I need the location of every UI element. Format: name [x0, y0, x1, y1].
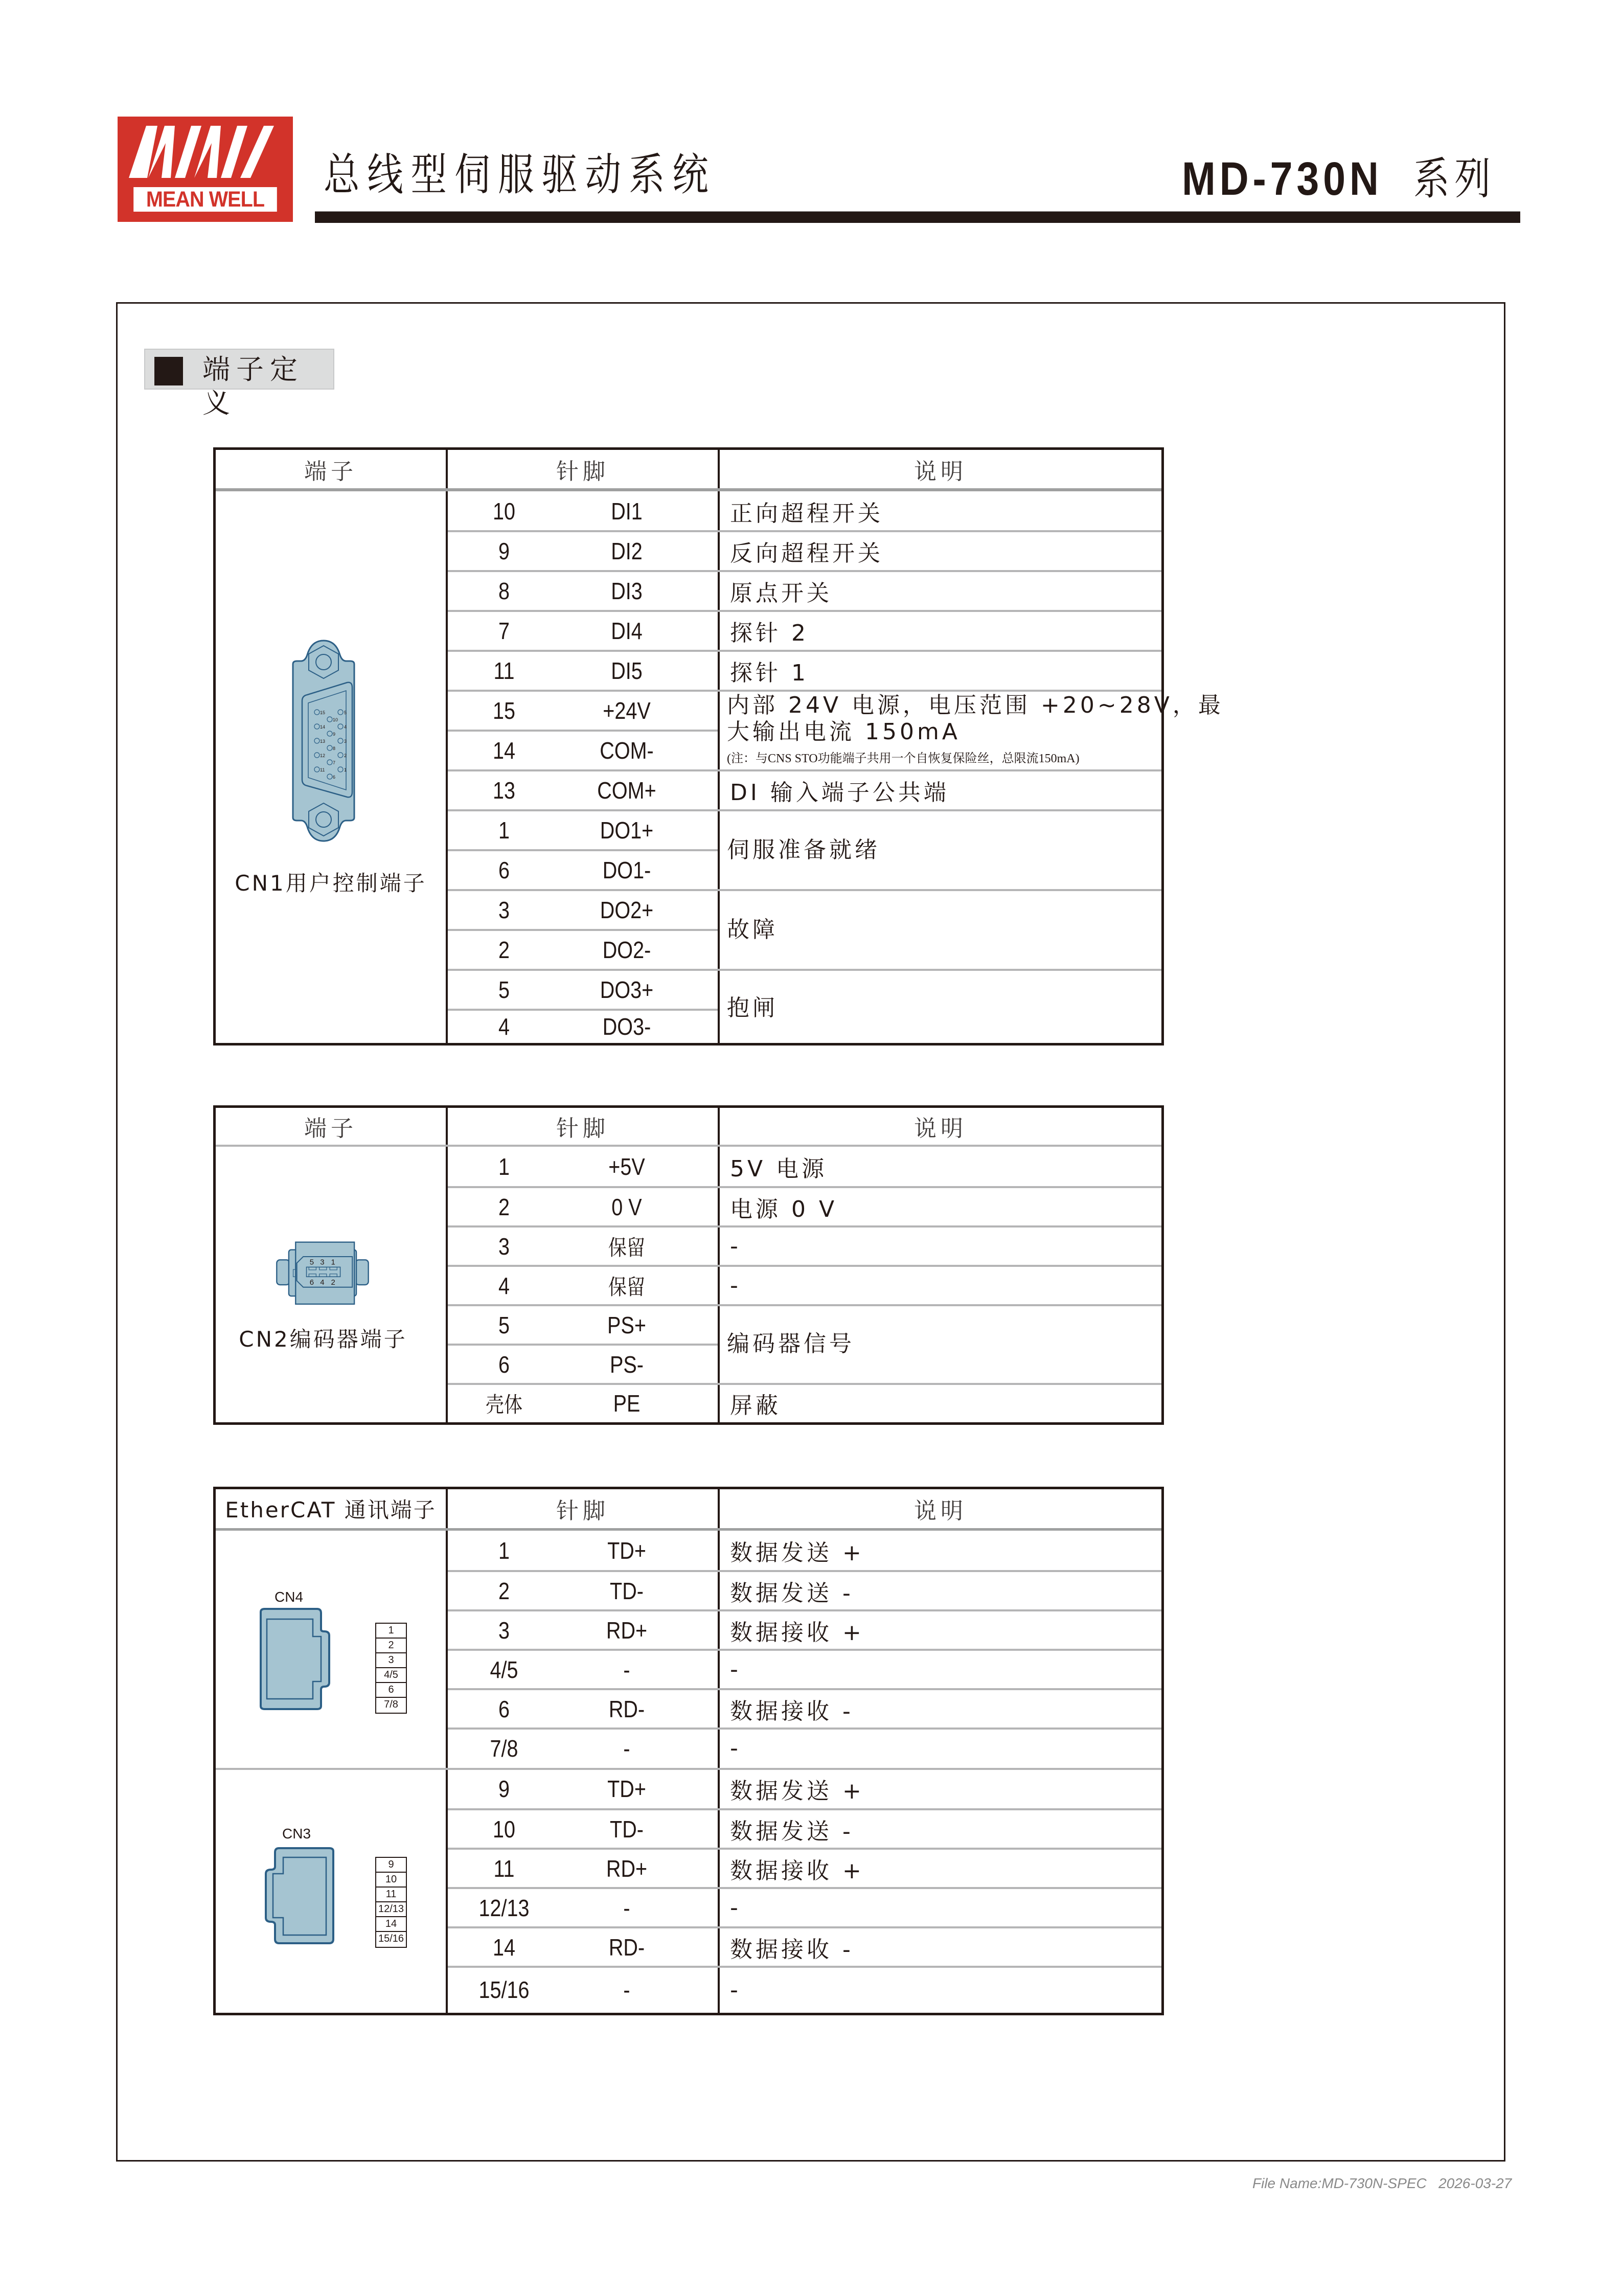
pin-signal: DO2+: [600, 897, 654, 923]
pin-signal: RD+: [606, 1855, 648, 1882]
svg-text:7: 7: [333, 760, 336, 765]
table-row: [448, 1010, 718, 1043]
pin-number: 15: [492, 697, 515, 724]
header-description: 说明: [914, 1116, 967, 1142]
pin-signal: DO2-: [602, 937, 651, 963]
pin-number: 1: [498, 1537, 510, 1564]
power-description-note: (注：与CNS STO功能端子共用一个自恢复保险丝，总限流150mA): [727, 752, 1080, 765]
db15-connector-icon: [288, 639, 359, 843]
pin-map-cell: 4/5: [376, 1668, 406, 1683]
svg-text:5: 5: [344, 710, 347, 715]
pin-signal: TD+: [607, 1537, 646, 1564]
section-bullet-icon: [154, 357, 183, 385]
pin-number: 2: [498, 1193, 510, 1220]
table-row: [448, 1729, 1161, 1768]
encoder-6pin-connector-icon: [268, 1227, 388, 1309]
header-pin: 针脚: [556, 1498, 609, 1524]
pin-signal: -: [623, 1735, 630, 1762]
table-row: [448, 531, 1161, 571]
file-info-footer: [1252, 2175, 1512, 2192]
pin-number: 3: [498, 897, 510, 923]
table-row: [448, 1187, 1161, 1226]
pin-map-cell: 15/16: [378, 1933, 404, 1944]
pin-number: 2: [498, 937, 510, 963]
svg-text:12: 12: [320, 753, 326, 758]
pin-signal: -: [623, 1656, 630, 1683]
section-divider: [216, 1768, 448, 1770]
table-row: [448, 970, 718, 1010]
pin-signal: +5V: [608, 1153, 645, 1180]
pin-map-cell: 6: [376, 1683, 406, 1698]
document-title: 总线型伺服驱动系统: [324, 149, 716, 200]
pin-number: 6: [498, 1351, 510, 1378]
table-row: [448, 1266, 1161, 1305]
pin-description: 数据接收 +: [730, 1619, 864, 1646]
pin-description: -: [730, 1656, 741, 1683]
svg-text:13: 13: [320, 739, 326, 744]
svg-text:4: 4: [320, 1278, 325, 1287]
pin-number: 4/5: [490, 1656, 518, 1683]
table-row: [448, 1226, 1161, 1266]
header-terminal: 端子: [304, 458, 357, 485]
do2-description: 故障: [727, 917, 778, 943]
model-name: MD-730N: [1182, 153, 1383, 205]
table-row: [448, 1967, 1161, 2013]
svg-text:6: 6: [333, 775, 336, 780]
pin-number: 1: [498, 1153, 510, 1180]
svg-text:11: 11: [320, 767, 325, 772]
pin-number: 10: [492, 1815, 515, 1843]
table-row: [448, 1384, 1161, 1422]
pin-signal: COM+: [597, 777, 656, 804]
pin-description: -: [730, 1735, 741, 1761]
pin-number: 2: [498, 1577, 510, 1604]
pin-signal: PE: [613, 1390, 641, 1417]
ethercat-terminal-table: [213, 1487, 1164, 2015]
pin-signal: 保留: [608, 1274, 646, 1300]
pin-description: -: [730, 1233, 741, 1259]
pin-description: -: [730, 1895, 741, 1921]
header-description: 说明: [914, 458, 967, 485]
cn4-pin-map: [375, 1623, 407, 1714]
pin-description: 正向超程开关: [730, 501, 883, 527]
table-row: [448, 731, 718, 770]
cn4-label: CN4: [275, 1589, 304, 1605]
pin-description: 数据发送 +: [730, 1778, 864, 1804]
svg-text:10: 10: [333, 717, 338, 722]
pin-map-cell: 9: [376, 1858, 406, 1873]
table-row: [448, 571, 1161, 611]
pin-number: 5: [498, 1311, 510, 1338]
pin-map-cell: 7/8: [384, 1699, 398, 1710]
table-row: [448, 810, 718, 850]
cn3-pin-map: [375, 1857, 407, 1948]
pin-signal: RD-: [608, 1934, 645, 1961]
pin-number: 11: [493, 657, 515, 684]
svg-text:5: 5: [309, 1258, 314, 1267]
table-row: [448, 890, 718, 930]
svg-text:6: 6: [309, 1278, 314, 1287]
table-row: [448, 491, 1161, 531]
header-terminal: EtherCAT 通讯端子: [225, 1497, 437, 1522]
pin-description: 电源 0 V: [730, 1196, 838, 1222]
pin-description: 数据接收 -: [730, 1698, 854, 1724]
pin-signal: -: [623, 1894, 630, 1921]
pin-number: 3: [498, 1617, 510, 1644]
pin-map-cell: 2: [376, 1639, 406, 1653]
pin-signal: 保留: [608, 1235, 646, 1260]
svg-text:3: 3: [320, 1258, 325, 1267]
cn3-label: CN3: [282, 1826, 311, 1842]
table-row: [448, 1610, 1161, 1650]
pin-number: 壳体: [485, 1392, 523, 1417]
table-row: [448, 1888, 1161, 1927]
pin-signal: COM-: [600, 737, 654, 764]
pin-signal: DO3+: [600, 976, 654, 1003]
table-row: [448, 1849, 1161, 1888]
file-date: 2026-03-27: [1438, 2175, 1512, 2191]
svg-text:2: 2: [344, 753, 347, 758]
pin-description: -: [730, 1272, 741, 1299]
svg-text:15: 15: [320, 710, 326, 715]
pin-number: 14: [492, 1934, 515, 1961]
pin-signal: DO1-: [602, 857, 651, 883]
pin-description: 数据发送 +: [730, 1539, 864, 1566]
mw-logo-icon: [118, 121, 293, 182]
pin-number: 13: [492, 777, 515, 804]
cn2-terminal-table: [213, 1105, 1164, 1425]
pin-number: 7: [498, 618, 510, 644]
pin-number: 9: [498, 538, 510, 564]
file-name: File Name:MD-730N-SPEC: [1252, 2175, 1427, 2191]
pin-map-cell: 3: [376, 1653, 406, 1668]
pin-number: 1: [498, 817, 510, 844]
svg-text:14: 14: [320, 724, 326, 730]
rj45-connector-icon: [262, 1847, 338, 1944]
pin-number: 9: [498, 1775, 510, 1802]
header-description: 说明: [914, 1498, 967, 1524]
svg-text:9: 9: [333, 732, 336, 737]
table-row: [448, 850, 718, 890]
pin-signal: DI2: [611, 538, 643, 564]
table-row: [448, 1345, 718, 1384]
pin-description: DI 输入端子公共端: [730, 780, 949, 806]
pin-signal: RD-: [608, 1695, 645, 1722]
cn1-terminal-table: [213, 447, 1224, 1045]
do1-description: 伺服准备就绪: [727, 837, 880, 863]
pin-description: 数据发送 -: [730, 1818, 854, 1845]
svg-text:2: 2: [331, 1278, 335, 1287]
pin-map-cell: 12/13: [376, 1902, 406, 1917]
pin-number: 5: [498, 976, 510, 1003]
pin-number: 4: [498, 1272, 510, 1299]
mean-well-logo: [118, 117, 293, 222]
pin-number: 8: [498, 578, 510, 604]
table-row: [448, 1305, 718, 1345]
cn2-label: CN2编码器端子: [239, 1327, 407, 1352]
pin-description: 数据接收 -: [730, 1936, 854, 1963]
series-suffix: 系列: [1413, 153, 1496, 204]
table-row: [448, 1769, 1161, 1808]
pin-map-cell: 11: [376, 1888, 406, 1902]
pin-signal: DI5: [611, 657, 643, 684]
table-row: [448, 930, 718, 970]
pin-number: 12/13: [478, 1894, 530, 1921]
table-row: [448, 1809, 1161, 1849]
section-heading: [144, 349, 334, 419]
pin-description: 原点开关: [730, 580, 832, 606]
header-terminal: 端子: [304, 1116, 357, 1142]
pin-map-cell: 1: [376, 1624, 406, 1639]
pin-number: 11: [493, 1855, 515, 1882]
table-row: [448, 1531, 1161, 1570]
table-row: [448, 1147, 1161, 1186]
pin-description: 探针 2: [730, 620, 809, 646]
header-divider: [315, 211, 1520, 223]
pin-description: 反向超程开关: [730, 540, 883, 566]
pin-signal: RD+: [606, 1617, 648, 1644]
pin-number: 6: [498, 1695, 510, 1722]
pin-number: 3: [498, 1233, 510, 1260]
pin-number: 10: [492, 498, 515, 525]
cn1-label: CN1用户控制端子: [235, 871, 427, 896]
table-row: [448, 651, 1161, 691]
pin-signal: TD-: [610, 1815, 644, 1843]
svg-text:3: 3: [344, 739, 347, 744]
pin-signal: -: [623, 1976, 630, 2003]
pin-map-cell: 10: [376, 1873, 406, 1888]
pin-number: 14: [492, 737, 515, 764]
svg-text:8: 8: [333, 746, 336, 751]
pin-signal: DI3: [611, 578, 643, 604]
logo-brand-text: MEAN WELL: [133, 187, 277, 212]
pin-description: 数据接收 +: [730, 1857, 864, 1884]
pin-description: 数据发送 -: [730, 1580, 854, 1606]
power-description-line2: 大输出电流 150mA: [727, 719, 961, 745]
header-pin: 针脚: [556, 1116, 609, 1142]
pin-signal: DO1+: [600, 817, 654, 844]
table-row: [448, 1927, 1161, 1967]
pin-number: 15/16: [478, 1976, 530, 2003]
pin-signal: DI1: [611, 498, 643, 525]
table-row: [448, 1689, 1161, 1729]
pin-map-cell: 14: [376, 1917, 406, 1932]
rj45-connector-icon: [256, 1608, 337, 1710]
pin-signal: PS+: [607, 1311, 646, 1338]
pin-number: 4: [498, 1013, 510, 1040]
table-row: [448, 611, 1161, 651]
pin-description: 屏蔽: [730, 1392, 781, 1419]
pin-signal: +24V: [603, 697, 651, 724]
pin-description: 5V 电源: [730, 1155, 828, 1182]
do3-description: 抱闸: [727, 995, 778, 1021]
pin-number: 6: [498, 857, 510, 883]
pin-description: 探针 1: [730, 660, 809, 686]
pin-signal: DO3-: [602, 1013, 651, 1040]
pin-signal: 0 V: [611, 1193, 642, 1220]
table-row: [448, 770, 1161, 810]
encoder-signal-description: 编码器信号: [727, 1331, 855, 1357]
table-row: [448, 1650, 1161, 1689]
pin-signal: DI4: [611, 618, 643, 644]
pin-signal: TD-: [610, 1577, 644, 1604]
table-row: [448, 691, 718, 731]
table-row: [448, 1571, 1161, 1610]
svg-text:1: 1: [344, 767, 347, 772]
pin-signal: PS-: [610, 1351, 644, 1378]
power-description-line1: 内部 24V 电源，电压范围 +20~28V，最: [727, 692, 1224, 718]
header-pin: 针脚: [556, 458, 609, 485]
svg-text:1: 1: [331, 1258, 335, 1267]
pin-number: 7/8: [490, 1735, 518, 1762]
pin-signal: TD+: [607, 1775, 646, 1802]
section-title: 端子定义: [202, 353, 304, 419]
pin-description: -: [730, 1976, 741, 2003]
svg-text:4: 4: [344, 724, 347, 730]
